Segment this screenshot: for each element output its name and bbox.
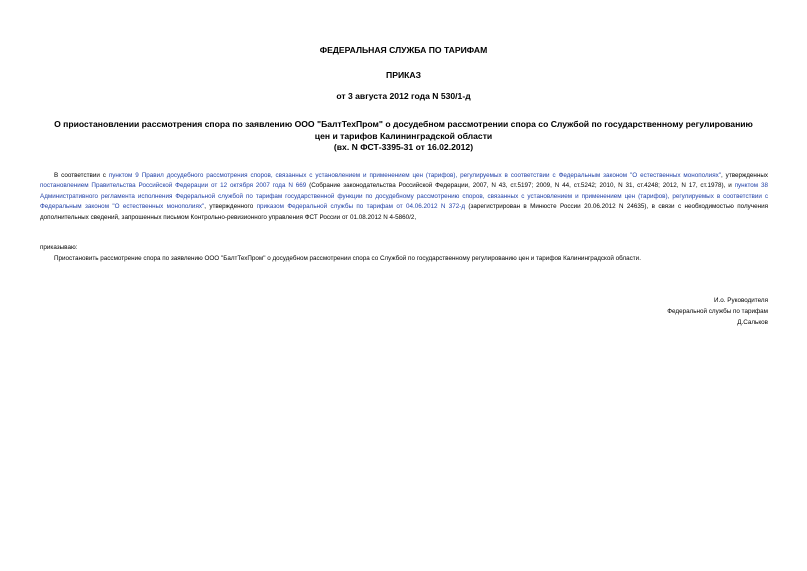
link-regulation-point-38[interactable]: пунктом 38 Административного регламента исполнения Федеральной службой по тарифам государственной функции по досудебному рассмотрению споров, связанных с установлением и применением цен (тарифов), регулируемых в соответствии с Федеральным законом "О естественных монополиях" bbox=[40, 182, 768, 211]
decision-paragraph: Приостановить рассмотрение спора по заявлению ООО "БалтТехПром" о досудебном рассмотрении спора со Службой по государственному регулированию цен и тарифов Калининградской области. bbox=[54, 255, 641, 262]
preamble-text-3: (Собрание законодательства Российской Федерации, 2007, N 43, ст.5197; 2009, N 44, ст.5242; 2010, N 31, ст.4248; 2012, N 17, ст.1978), и bbox=[306, 182, 735, 190]
preamble-paragraph bbox=[40, 171, 768, 223]
signatory-name: Д.Сальков bbox=[737, 319, 768, 326]
title-line-1: О приостановлении рассмотрения спора по заявлению ООО "БалтТехПром" о досудебном рассмотрении спора со Службой по государственному регулированию bbox=[54, 119, 753, 129]
link-fst-order-372d[interactable]: приказом Федеральной службы по тарифам от 04.06.2012 N 372-д bbox=[256, 203, 466, 211]
preamble-text-4: , утвержденного bbox=[204, 203, 257, 211]
preamble-text-5: (зарегистрирован в Минюсте России 20.06.2012 N 24635), в связи с необходимостью получения дополнительных сведений, запрошенных письмом Контрольно-ревизионного управления ФСТ России от 01.08.2012 N 4-5860/2, bbox=[40, 203, 769, 221]
link-government-resolution-669[interactable]: постановлением Правительства Российской Федерации от 12 октября 2007 года N 669 bbox=[40, 182, 307, 190]
title-line-3: (вх. N ФСТ-3395-31 от 16.02.2012) bbox=[333, 142, 474, 152]
order-date-number: от 3 августа 2012 года N 530/1-д bbox=[336, 91, 471, 101]
preamble-text-2: , утвержденных bbox=[721, 172, 768, 179]
signatory-position: И.о. Руководителя bbox=[714, 297, 768, 304]
title-line-2: цен и тарифов Калининградской области bbox=[314, 130, 493, 141]
agency-heading: ФЕДЕРАЛЬНАЯ СЛУЖБА ПО ТАРИФАМ bbox=[319, 45, 488, 55]
link-rules-point-9[interactable]: пунктом 9 Правил досудебного рассмотрения споров, связанных с установлением и применением цен (тарифов), регулируемых в соответствии с Федеральным законом "О естественных монополиях" bbox=[108, 172, 721, 179]
order-word: приказываю: bbox=[40, 244, 78, 251]
document-type-heading: ПРИКАЗ bbox=[386, 70, 421, 80]
order-title bbox=[36, 119, 771, 154]
preamble-text-1: В соответствии с bbox=[54, 172, 109, 179]
signatory-agency: Федеральной службы по тарифам bbox=[667, 308, 768, 315]
